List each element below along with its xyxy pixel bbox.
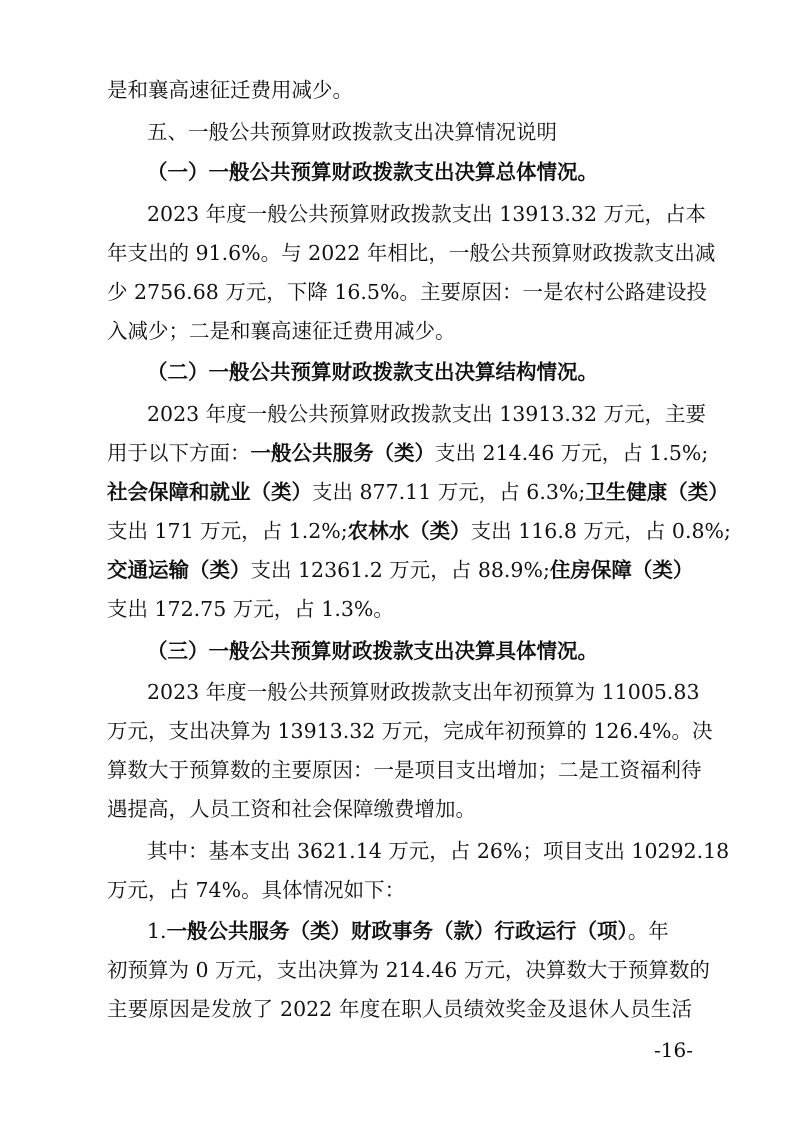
text-run: 用于以下方面： — [107, 441, 251, 465]
paragraph-line: 是和襄高速征迁费用减少。 — [107, 78, 353, 102]
paragraph-line — [147, 916, 692, 946]
category-name: 农林水（类） — [347, 519, 471, 543]
text-run: 支出 877.11 万元，占 6.3%; — [312, 480, 586, 504]
subsection-heading: （一）一般公共预算财政拨款支出决算总体情况。 — [147, 160, 598, 184]
paragraph-line: 算数大于预算数的主要原因：一是项目支出增加；二是工资福利待 — [107, 758, 702, 782]
paragraph-line: 万元，支出决算为 13913.32 万元，完成年初预算的 126.4%。决 — [107, 719, 713, 743]
paragraph-line: 初预算为 0 万元，支出决算为 214.46 万元，决算数大于预算数的 — [107, 958, 710, 982]
text-run: 支出 12361.2 万元，占 88.9%; — [250, 558, 550, 582]
category-name: 一般公共服务（类） — [250, 441, 435, 465]
category-name: 住房保障（类） — [549, 558, 694, 582]
text-run: 。年 — [627, 919, 669, 943]
paragraph-line: 2023 年度一般公共预算财政拨款支出年初预算为 11005.83 — [147, 680, 700, 704]
paragraph-line — [107, 477, 729, 507]
paragraph-line: 遇提高，人员工资和社会保障缴费增加。 — [107, 797, 476, 821]
paragraph-line: 入减少；二是和襄高速征迁费用减少。 — [107, 319, 456, 343]
text-run: 支出 214.46 万元，占 1.5%; — [435, 441, 709, 465]
section-heading: 五、一般公共预算财政拨款支出决算情况说明 — [147, 120, 557, 144]
paragraph-line: 万元，占 74%。具体情况如下： — [107, 878, 406, 902]
paragraph-line: 主要原因是发放了 2022 年度在职人员绩效奖金及退休人员生活 — [107, 997, 692, 1021]
paragraph-line: 年支出的 91.6%。与 2022 年相比，一般公共预算财政拨款支出减 — [107, 241, 716, 265]
paragraph-line: 2023 年度一般公共预算财政拨款支出 13913.32 万元，占本 — [147, 202, 707, 226]
page-number: -16- — [654, 1038, 693, 1062]
paragraph-line: 2023 年度一般公共预算财政拨款支出 13913.32 万元，主要 — [147, 402, 707, 426]
category-name: 卫生健康（类） — [585, 480, 729, 504]
paragraph-line: 其中：基本支出 3621.14 万元，占 26%；项目支出 10292.18 — [147, 839, 730, 863]
item-title: 一般公共服务（类）财政事务（款）行政运行（项） — [166, 919, 628, 943]
category-name: 社会保障和就业（类） — [107, 480, 312, 504]
subsection-heading: （二）一般公共预算财政拨款支出决算结构情况。 — [147, 360, 598, 384]
text-run: 支出 116.8 万元，占 0.8%; — [470, 519, 731, 543]
text-run: 支出 171 万元，占 1.2%; — [107, 519, 348, 543]
subsection-heading: （三）一般公共预算财政拨款支出决算具体情况。 — [147, 639, 598, 663]
paragraph-line — [107, 516, 731, 546]
paragraph-line: 少 2756.68 万元，下降 16.5%。主要原因：一是农村公路建设投 — [107, 280, 707, 304]
category-name: 交通运输（类） — [107, 558, 251, 582]
paragraph-line — [107, 555, 692, 585]
paragraph-line: 支出 172.75 万元，占 1.3%。 — [107, 597, 394, 621]
text-run: 1. — [147, 919, 167, 943]
paragraph-line — [107, 438, 709, 468]
